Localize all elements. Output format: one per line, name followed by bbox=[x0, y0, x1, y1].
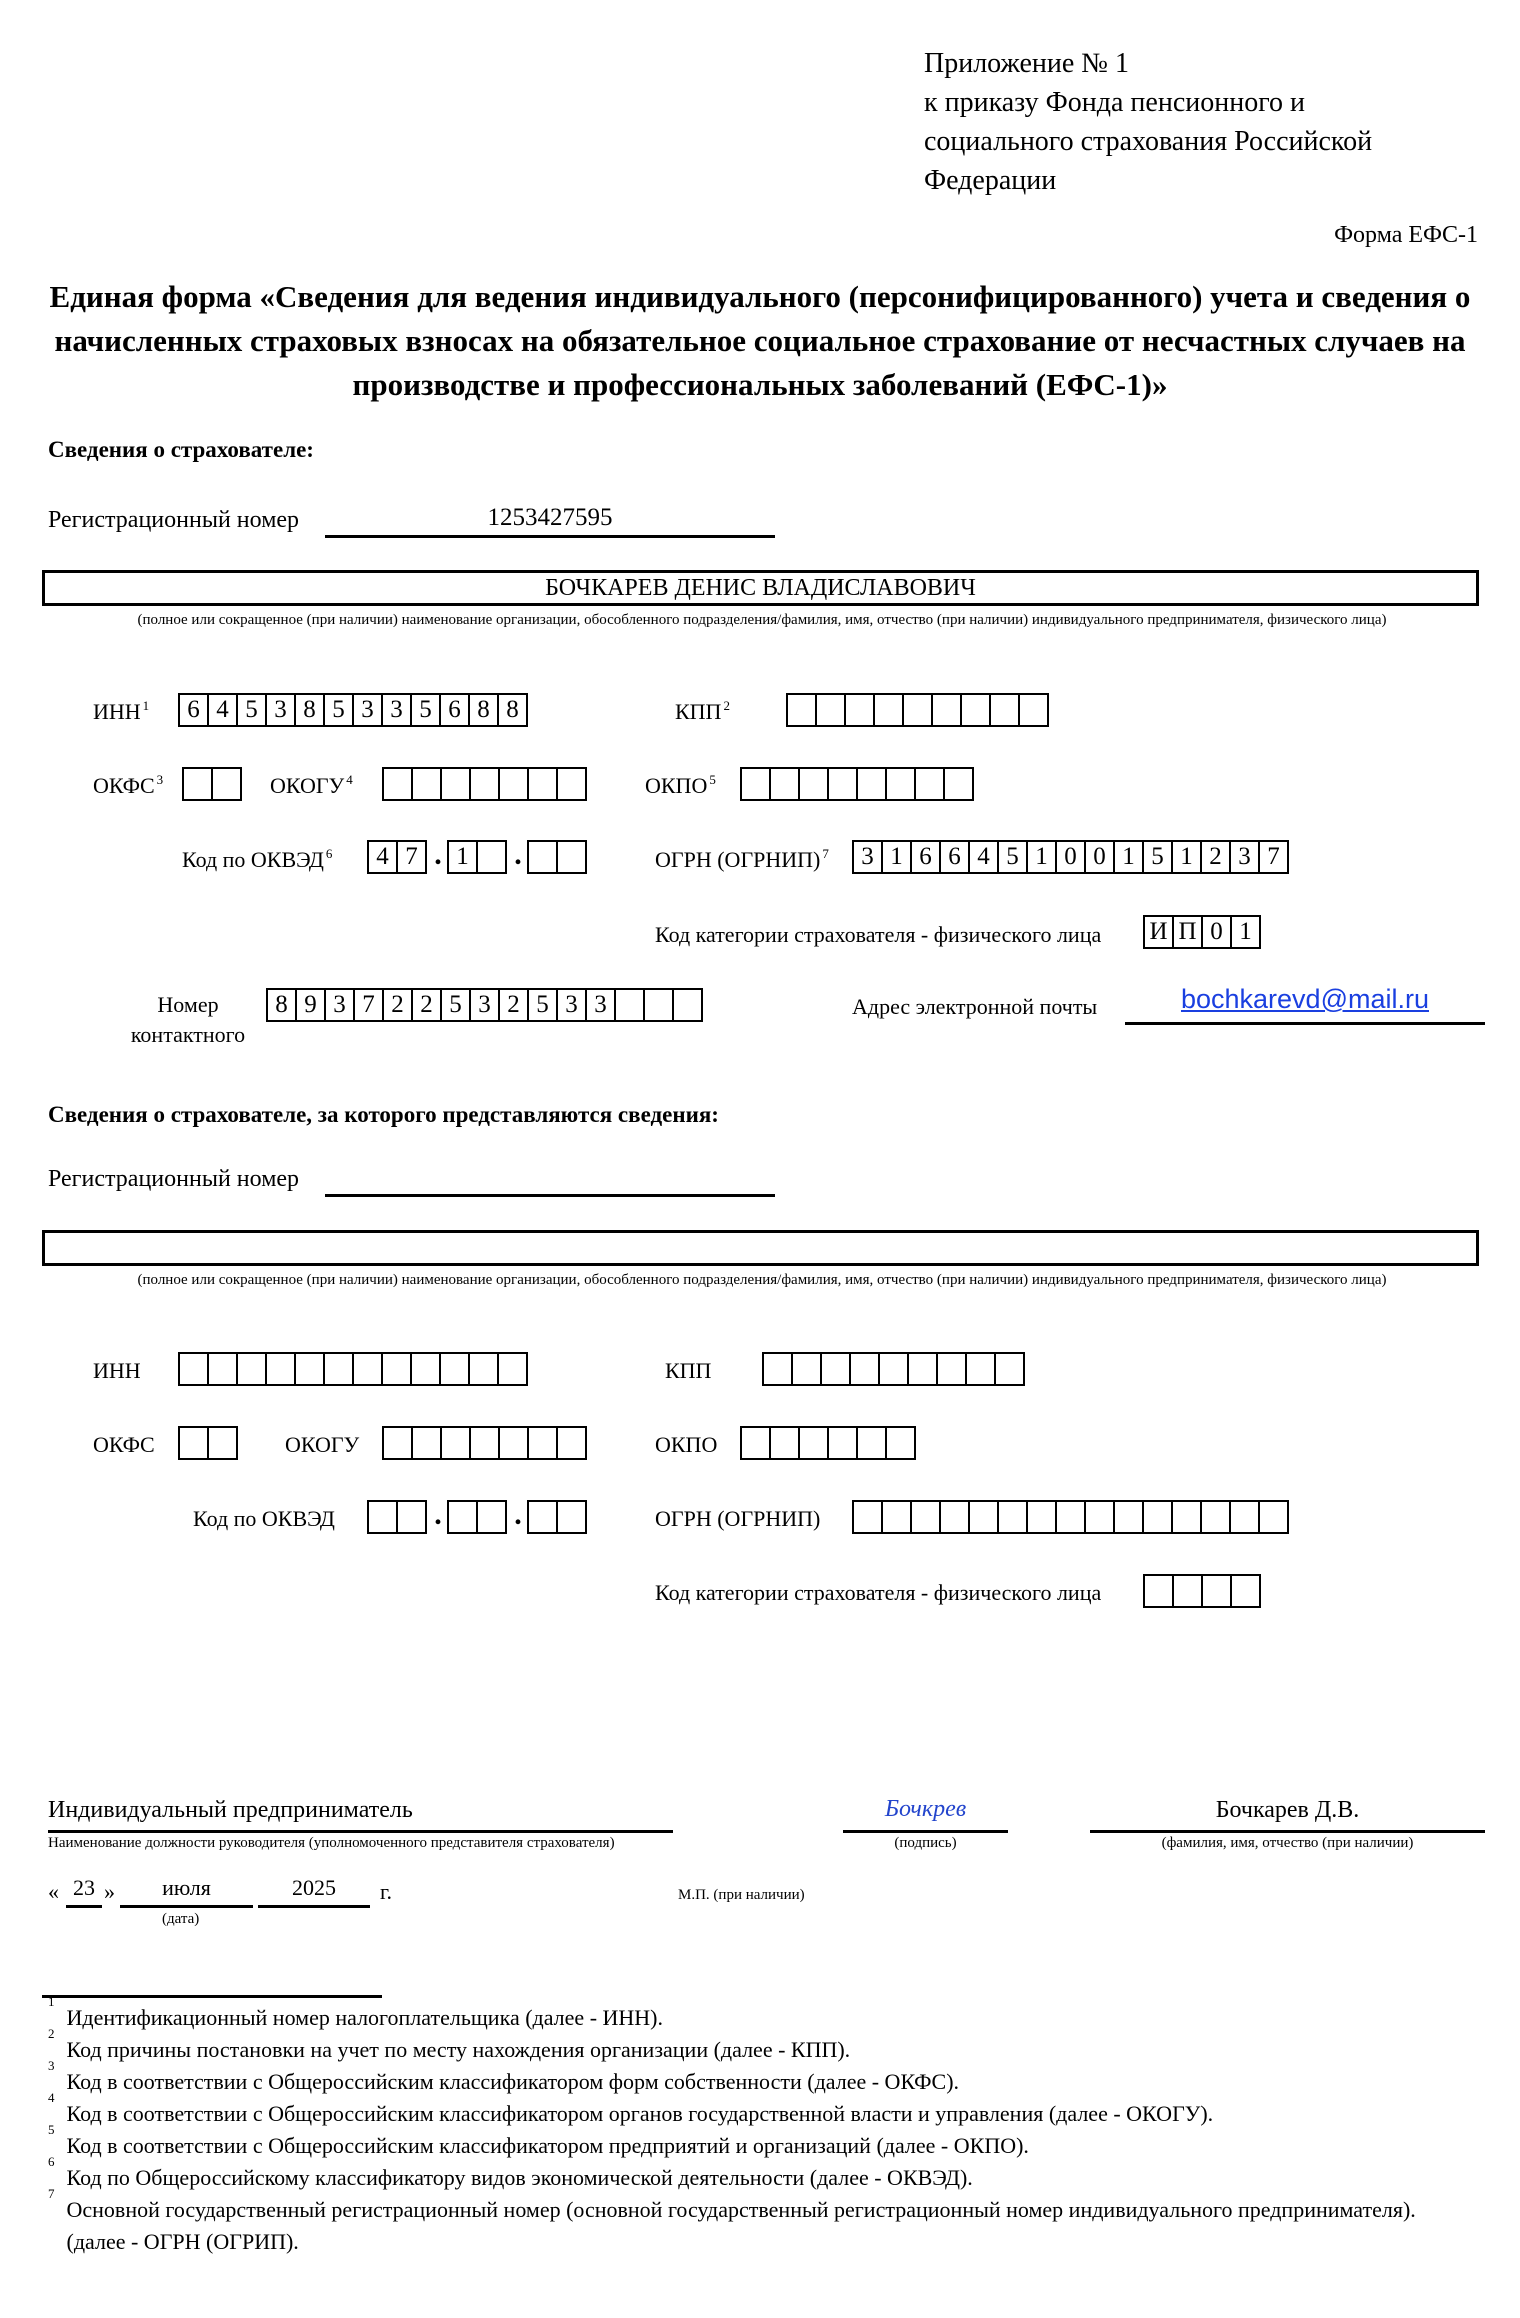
okogu-digit bbox=[556, 1426, 587, 1460]
position-value: Индивидуальный предприниматель bbox=[48, 1797, 413, 1823]
category-cells[interactable] bbox=[1143, 915, 1261, 949]
ogrn-digit bbox=[1258, 1500, 1289, 1534]
section-insurer-title: Сведения о страхователе: bbox=[48, 437, 314, 462]
ogrn-digit bbox=[1084, 1500, 1115, 1534]
phone-digit: 8 bbox=[266, 988, 297, 1022]
inn-digit bbox=[439, 1352, 470, 1386]
ogrn-digit: 0 bbox=[1084, 840, 1115, 874]
category-char: И bbox=[1143, 915, 1174, 949]
successor-ogrn-label: ОГРН (ОГРНИП) bbox=[655, 1506, 821, 1531]
okved-dot: . bbox=[434, 838, 442, 871]
inn-digit bbox=[178, 1352, 209, 1386]
okpo-digit bbox=[798, 767, 829, 801]
okogu-digit bbox=[411, 1426, 442, 1460]
ogrn-digit: 3 bbox=[852, 840, 883, 874]
footnote-number: 5 bbox=[48, 2122, 55, 2137]
inn-digit: 8 bbox=[294, 693, 325, 727]
date-quote-close: » bbox=[104, 1879, 115, 1904]
okved-digit bbox=[396, 1500, 427, 1534]
kpp-digit bbox=[907, 1352, 938, 1386]
okved-digit bbox=[367, 1500, 398, 1534]
kpp-digit bbox=[786, 693, 817, 727]
ogrn-digit bbox=[1229, 1500, 1260, 1534]
date-year-field[interactable] bbox=[258, 1875, 370, 1908]
ogrn-digit: 2 bbox=[1200, 840, 1231, 874]
ogrn-digit bbox=[1055, 1500, 1086, 1534]
successor-category-label: Код категории страхователя - физического лица bbox=[655, 1580, 1102, 1605]
kpp-cells[interactable] bbox=[786, 693, 1049, 727]
footnote-item bbox=[48, 2026, 1468, 2066]
successor-okfs-label: ОКФС bbox=[93, 1432, 155, 1457]
form-code: Форма ЕФС-1 bbox=[1334, 222, 1478, 248]
footnote-number: 4 bbox=[48, 2090, 55, 2105]
stamp-note: М.П. (при наличии) bbox=[678, 1887, 805, 1903]
fio-value: Бочкарев Д.В. bbox=[1215, 1797, 1360, 1823]
ogrn-digit bbox=[1026, 1500, 1057, 1534]
successor-category-cells[interactable] bbox=[1143, 1574, 1261, 1608]
phone-label bbox=[118, 990, 258, 1050]
okpo-digit bbox=[914, 767, 945, 801]
okved-dot: . bbox=[514, 1498, 522, 1531]
footnote-item bbox=[48, 2058, 1468, 2098]
okpo-digit bbox=[827, 1426, 858, 1460]
footnote-item bbox=[48, 2090, 1468, 2130]
kpp-digit bbox=[1018, 693, 1049, 727]
phone-digit: 2 bbox=[498, 988, 529, 1022]
kpp-digit bbox=[815, 693, 846, 727]
appendix-line: Федерации bbox=[924, 165, 1057, 196]
okfs-cells[interactable] bbox=[182, 767, 242, 801]
date-year: 2025 bbox=[292, 1875, 336, 1900]
okfs-digit bbox=[211, 767, 242, 801]
phone-digit: 3 bbox=[585, 988, 616, 1022]
kpp-digit bbox=[878, 1352, 909, 1386]
ogrn-digit: 7 bbox=[1258, 840, 1289, 874]
okogu-cells[interactable] bbox=[382, 767, 587, 801]
phone-digit: 2 bbox=[382, 988, 413, 1022]
ogrn-digit bbox=[852, 1500, 883, 1534]
okogu-digit bbox=[411, 767, 442, 801]
ogrn-digit bbox=[1142, 1500, 1173, 1534]
ogrn-digit: 1 bbox=[1113, 840, 1144, 874]
successor-okved-cells[interactable] bbox=[367, 1500, 587, 1534]
date-year-suffix: г. bbox=[380, 1879, 393, 1904]
successor-kpp-cells[interactable] bbox=[762, 1352, 1025, 1386]
email-link[interactable]: bochkarevd@mail.ru bbox=[1180, 984, 1429, 1014]
appendix-line: социального страхования Российской bbox=[924, 126, 1373, 157]
inn-digit: 4 bbox=[207, 693, 238, 727]
section-successor-title: Сведения о страхователе, за которого представляются сведения: bbox=[48, 1102, 719, 1127]
okfs-digit bbox=[182, 767, 213, 801]
ogrn-digit: 3 bbox=[1229, 840, 1260, 874]
footnote-ref: 1 bbox=[142, 698, 150, 713]
fio-hint: (фамилия, имя, отчество (при наличии) bbox=[1161, 1835, 1414, 1851]
okogu-digit bbox=[498, 1426, 529, 1460]
okogu-digit bbox=[382, 767, 413, 801]
kpp-digit bbox=[960, 693, 991, 727]
inn-digit: 6 bbox=[439, 693, 470, 727]
successor-okfs-cells[interactable] bbox=[178, 1426, 238, 1460]
inn-digit: 6 bbox=[178, 693, 209, 727]
reg-number-field[interactable] bbox=[325, 501, 775, 538]
phone-digit: 3 bbox=[469, 988, 500, 1022]
ogrn-digit: 1 bbox=[881, 840, 912, 874]
okpo-digit bbox=[740, 1426, 771, 1460]
footnote-ref: 5 bbox=[709, 772, 716, 787]
phone-digit: 5 bbox=[440, 988, 471, 1022]
ogrn-digit bbox=[997, 1500, 1028, 1534]
ogrn-digit bbox=[1171, 1500, 1202, 1534]
okved-digit bbox=[527, 1500, 558, 1534]
footnote-ref: 4 bbox=[346, 772, 353, 787]
inn-digit: 5 bbox=[410, 693, 441, 727]
okpo-digit bbox=[769, 1426, 800, 1460]
kpp-digit bbox=[989, 693, 1020, 727]
reg-number-value: 1253427595 bbox=[487, 504, 613, 531]
okogu-digit bbox=[382, 1426, 413, 1460]
inn-label: ИНН $^1$ bbox=[93, 698, 150, 724]
kpp-digit bbox=[762, 1352, 793, 1386]
okfs-digit bbox=[178, 1426, 209, 1460]
kpp-digit bbox=[820, 1352, 851, 1386]
category-char bbox=[1143, 1574, 1174, 1608]
okpo-digit bbox=[885, 1426, 916, 1460]
fio-field[interactable] bbox=[1090, 1796, 1485, 1833]
okved-digit bbox=[556, 1500, 587, 1534]
successor-kpp-label: КПП bbox=[665, 1358, 712, 1383]
okved-digit bbox=[447, 1500, 478, 1534]
category-char bbox=[1230, 1574, 1261, 1608]
category-char: П bbox=[1172, 915, 1203, 949]
footnote-number: 6 bbox=[48, 2154, 55, 2169]
footnote-item bbox=[48, 2122, 1468, 2162]
footnote-number: 3 bbox=[48, 2058, 55, 2073]
okved-digit: 7 bbox=[396, 840, 427, 874]
ogrn-digit bbox=[881, 1500, 912, 1534]
footnote-text: Код по Общероссийскому классификатору видов экономической деятельности (далее - ОКВЭД). bbox=[66, 2165, 973, 2190]
date-day: 23 bbox=[73, 1875, 95, 1900]
footnote-number: 1 bbox=[48, 1994, 55, 2009]
category-char: 1 bbox=[1230, 915, 1261, 949]
successor-okved-label: Код по ОКВЭД bbox=[193, 1506, 335, 1531]
successor-ogrn-cells[interactable] bbox=[852, 1500, 1289, 1534]
ogrn-cells[interactable] bbox=[852, 840, 1289, 874]
okogu-label: ОКОГУ $^4$ bbox=[270, 772, 353, 798]
okved-label: Код по ОКВЭД $^6$ bbox=[182, 846, 333, 872]
kpp-digit bbox=[936, 1352, 967, 1386]
inn-digit bbox=[236, 1352, 267, 1386]
okpo-digit bbox=[740, 767, 771, 801]
appendix-line: Приложение № 1 bbox=[924, 48, 1129, 79]
footnote-text: Код причины постановки на учет по месту нахождения организации (далее - КПП). bbox=[66, 2037, 851, 2062]
successor-inn-cells[interactable] bbox=[178, 1352, 528, 1386]
successor-name-hint: (полное или сокращенное (при наличии) наименование организации, обособленного подразделения/фамилия, имя, отчество (при наличии) индивидуального предпринимателя, физического лица) bbox=[137, 1272, 1387, 1288]
phone-digit bbox=[672, 988, 703, 1022]
footnote-ref: 6 bbox=[325, 846, 333, 861]
inn-digit: 8 bbox=[468, 693, 499, 727]
okved-dot: . bbox=[434, 1498, 442, 1531]
phone-label-line: Номер bbox=[157, 992, 219, 1017]
footnote-item bbox=[48, 2186, 1468, 2258]
inn-digit: 8 bbox=[497, 693, 528, 727]
kpp-label: КПП $^2$ bbox=[675, 698, 730, 724]
footnote-text: Идентификационный номер налогоплательщика (далее - ИНН). bbox=[66, 2005, 664, 2030]
okogu-digit bbox=[440, 767, 471, 801]
phone-digit: 3 bbox=[556, 988, 587, 1022]
footnote-text: Код в соответствии с Общероссийским классификатором предприятий и организаций (далее - ОКПО). bbox=[66, 2133, 1029, 2158]
okved-digit: 4 bbox=[367, 840, 398, 874]
footnote-text: Код в соответствии с Общероссийским классификатором форм собственности (далее - ОКФС). bbox=[66, 2069, 960, 2094]
okogu-digit bbox=[556, 767, 587, 801]
successor-reg-label: Регистрационный номер bbox=[48, 1166, 300, 1192]
ogrn-digit: 5 bbox=[1142, 840, 1173, 874]
date-month-field[interactable] bbox=[120, 1875, 253, 1908]
kpp-digit bbox=[902, 693, 933, 727]
ogrn-digit bbox=[968, 1500, 999, 1534]
okpo-digit bbox=[827, 767, 858, 801]
ogrn-digit: 5 bbox=[997, 840, 1028, 874]
successor-okpo-label: ОКПО bbox=[655, 1432, 718, 1457]
okogu-digit bbox=[469, 767, 500, 801]
inn-digit bbox=[323, 1352, 354, 1386]
category-label: Код категории страхователя - физического лица bbox=[655, 922, 1102, 947]
inn-digit bbox=[207, 1352, 238, 1386]
insurer-name-field[interactable]: БОЧКАРЕВ ДЕНИС ВЛАДИСЛАВОВИЧ bbox=[42, 570, 1479, 606]
ogrn-digit bbox=[939, 1500, 970, 1534]
ogrn-label: ОГРН (ОГРНИП) $^7$ bbox=[655, 846, 829, 872]
okved-dot: . bbox=[514, 838, 522, 871]
kpp-digit bbox=[965, 1352, 996, 1386]
kpp-digit bbox=[994, 1352, 1025, 1386]
ogrn-digit bbox=[1113, 1500, 1144, 1534]
inn-digit bbox=[352, 1352, 383, 1386]
ogrn-digit: 6 bbox=[910, 840, 941, 874]
okpo-digit bbox=[769, 767, 800, 801]
ogrn-digit: 1 bbox=[1171, 840, 1202, 874]
ogrn-digit bbox=[1200, 1500, 1231, 1534]
okogu-digit bbox=[527, 1426, 558, 1460]
okved-cells[interactable] bbox=[367, 840, 587, 874]
inn-digit: 3 bbox=[381, 693, 412, 727]
ogrn-digit bbox=[910, 1500, 941, 1534]
okpo-digit bbox=[943, 767, 974, 801]
position-hint: Наименование должности руководителя (уполномоченного представителя страхователя) bbox=[48, 1835, 615, 1851]
inn-digit bbox=[497, 1352, 528, 1386]
category-char: 0 bbox=[1201, 915, 1232, 949]
ogrn-digit: 0 bbox=[1055, 840, 1086, 874]
okved-digit bbox=[527, 840, 558, 874]
successor-name-field[interactable] bbox=[42, 1230, 1479, 1266]
phone-digit: 5 bbox=[527, 988, 558, 1022]
successor-reg-field[interactable] bbox=[325, 1160, 775, 1197]
inn-digit bbox=[265, 1352, 296, 1386]
footnote-ref: 2 bbox=[723, 698, 730, 713]
footnote-text: Основной государственный регистрационный номер (основной государственный регистрационный номер индивидуального предпринимателя). (далее - ОГРН (ОГРИП). bbox=[66, 2197, 1416, 2254]
date-hint: (дата) bbox=[162, 1911, 200, 1927]
signature-field[interactable] bbox=[843, 1796, 1008, 1833]
ogrn-digit: 1 bbox=[1026, 840, 1057, 874]
position-field[interactable] bbox=[48, 1796, 673, 1833]
successor-okogu-cells[interactable] bbox=[382, 1426, 587, 1460]
category-char bbox=[1172, 1574, 1203, 1608]
kpp-digit bbox=[791, 1352, 822, 1386]
email-field[interactable] bbox=[1125, 984, 1485, 1025]
okved-digit: 1 bbox=[447, 840, 478, 874]
okpo-digit bbox=[856, 1426, 887, 1460]
okogu-digit bbox=[469, 1426, 500, 1460]
appendix-note bbox=[924, 44, 1484, 200]
phone-cells[interactable] bbox=[266, 988, 703, 1022]
okved-digit bbox=[476, 840, 507, 874]
footnote-item bbox=[48, 1994, 1468, 2034]
reg-number-label: Регистрационный номер bbox=[48, 507, 300, 533]
phone-label-line: контактного bbox=[130, 1022, 246, 1047]
inn-digit bbox=[468, 1352, 499, 1386]
okfs-label: ОКФС $^3$ bbox=[93, 772, 164, 798]
phone-digit bbox=[643, 988, 674, 1022]
okfs-digit bbox=[207, 1426, 238, 1460]
ogrn-digit: 4 bbox=[968, 840, 999, 874]
footnotes bbox=[48, 1994, 1468, 2258]
inn-digit: 3 bbox=[352, 693, 383, 727]
footnote-text: Код в соответствии с Общероссийским классификатором органов государственной власти и управления (далее - ОКОГУ). bbox=[66, 2101, 1214, 2126]
successor-inn-label: ИНН bbox=[93, 1358, 141, 1383]
kpp-digit bbox=[849, 1352, 880, 1386]
appendix-line: к приказу Фонда пенсионного и bbox=[924, 87, 1305, 118]
inn-digit: 3 bbox=[265, 693, 296, 727]
phone-digit: 9 bbox=[295, 988, 326, 1022]
kpp-digit bbox=[873, 693, 904, 727]
okpo-label: ОКПО $^5$ bbox=[645, 772, 716, 798]
successor-okpo-cells[interactable] bbox=[740, 1426, 916, 1460]
footnote-number: 7 bbox=[48, 2186, 55, 2201]
okogu-digit bbox=[440, 1426, 471, 1460]
insurer-name-hint: (полное или сокращенное (при наличии) наименование организации, обособленного подразделения/фамилия, имя, отчество (при наличии) индивидуального предпринимателя, физического лица) bbox=[137, 612, 1387, 628]
okved-digit bbox=[476, 1500, 507, 1534]
date-quote-open: « bbox=[48, 1879, 59, 1904]
okpo-digit bbox=[856, 767, 887, 801]
phone-digit: 2 bbox=[411, 988, 442, 1022]
ogrn-digit: 6 bbox=[939, 840, 970, 874]
kpp-digit bbox=[844, 693, 875, 727]
okpo-cells[interactable] bbox=[740, 767, 974, 801]
inn-cells[interactable] bbox=[178, 693, 528, 727]
phone-digit: 3 bbox=[324, 988, 355, 1022]
inn-digit bbox=[294, 1352, 325, 1386]
inn-digit bbox=[381, 1352, 412, 1386]
date-month: июля bbox=[162, 1875, 211, 1900]
footnote-item bbox=[48, 2154, 1468, 2194]
okved-digit bbox=[556, 840, 587, 874]
phone-digit bbox=[614, 988, 645, 1022]
document-title: Единая форма «Сведения для ведения индивидуального (персонифицированного) учета и сведения о начисленных страховых взносах на обязательное социальное страхование от несчастных случаев на производстве и профессиональных заболеваний (ЕФС-1)» bbox=[49, 279, 1471, 402]
inn-digit bbox=[410, 1352, 441, 1386]
okogu-digit bbox=[498, 767, 529, 801]
footnote-ref: 7 bbox=[822, 846, 829, 861]
kpp-digit bbox=[931, 693, 962, 727]
inn-digit: 5 bbox=[323, 693, 354, 727]
okpo-digit bbox=[885, 767, 916, 801]
footnote-number: 2 bbox=[48, 2026, 55, 2041]
footnote-ref: 3 bbox=[156, 772, 164, 787]
signature-hint: (подпись) bbox=[894, 1835, 957, 1851]
successor-okogu-label: ОКОГУ bbox=[285, 1432, 360, 1457]
category-char bbox=[1201, 1574, 1232, 1608]
email-label: Адрес электронной почты bbox=[852, 994, 1098, 1019]
okpo-digit bbox=[798, 1426, 829, 1460]
signature-value: Бочкрев bbox=[884, 1796, 967, 1822]
footnote-separator bbox=[42, 1995, 382, 1998]
inn-digit: 5 bbox=[236, 693, 267, 727]
date-day-field[interactable] bbox=[66, 1875, 102, 1908]
okogu-digit bbox=[527, 767, 558, 801]
phone-digit: 7 bbox=[353, 988, 384, 1022]
